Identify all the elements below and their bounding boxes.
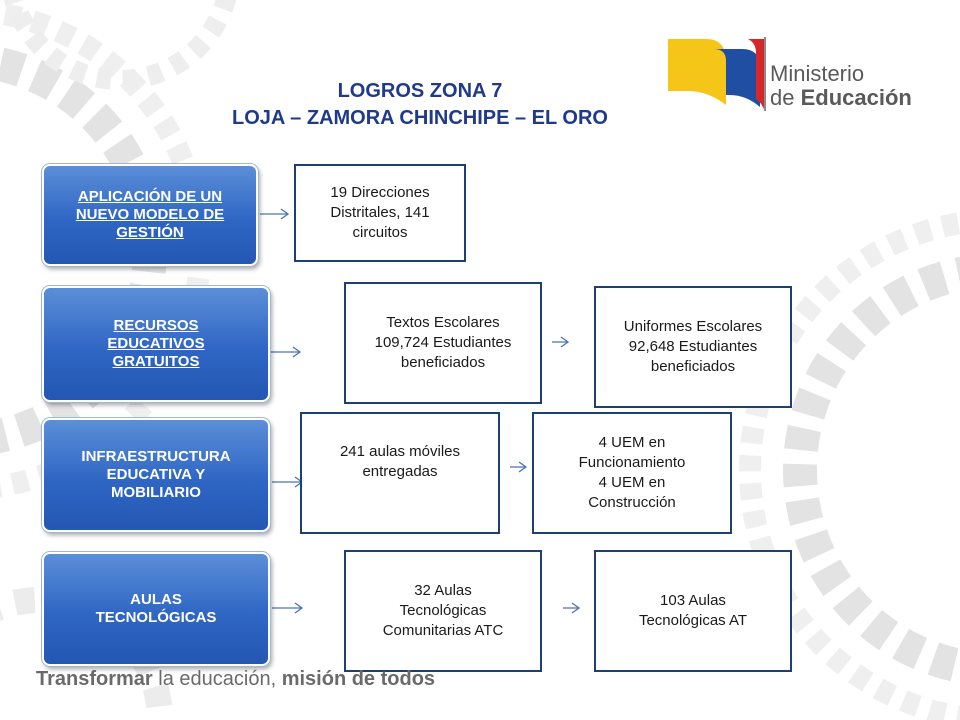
category-aulas-tecnologicas: [42, 552, 270, 666]
title-line-1: LOGROS ZONA 7: [337, 80, 503, 102]
category-line: MOBILIARIO: [110, 484, 201, 501]
category-line: APLICACIÓN DE UN: [77, 188, 223, 205]
slogan-part-1: Transformar: [36, 668, 153, 690]
category-line: GESTIÓN: [116, 224, 184, 241]
logo-line-2-bold: Educación: [800, 85, 912, 110]
ministerio-logo-text: [770, 62, 912, 110]
category-line: GRATUITOS: [112, 353, 200, 370]
footer-slogan: [36, 668, 435, 691]
result-box-uniformes-escolares: Uniformes Escolares 92,648 Estudiantes beneficiados: [594, 286, 792, 408]
page-title: [150, 78, 690, 132]
category-infraestructura-educativa: [42, 418, 270, 532]
category-line: EDUCATIVOS: [107, 335, 205, 352]
category-line: RECURSOS: [113, 317, 199, 334]
title-line-2: LOJA – ZAMORA CHINCHIPE – EL ORO: [232, 107, 608, 129]
result-box-uem: 4 UEM en Funcionamiento 4 UEM en Construcción: [532, 412, 732, 534]
category-line: TECNOLÓGICAS: [95, 609, 217, 626]
slogan-part-3: misión de todos: [281, 668, 436, 690]
result-box-direcciones-distritales: 19 Direcciones Distritales, 141 circuitos: [294, 164, 466, 262]
category-line: NUEVO MODELO DE: [75, 206, 225, 223]
category-line: INFRAESTRUCTURA: [81, 448, 231, 465]
slogan-part-2: la educación,: [152, 668, 282, 690]
result-box-aulas-moviles: 241 aulas móviles entregadas: [300, 412, 500, 534]
result-box-textos-escolares: Textos Escolares 109,724 Estudiantes beneficiados: [344, 282, 542, 404]
result-box-aulas-at: 103 Aulas Tecnológicas AT: [594, 550, 792, 672]
logo-line-2: [770, 86, 912, 110]
category-line: AULAS: [130, 591, 182, 608]
logo-line-1: Ministerio: [770, 61, 865, 86]
result-box-aulas-atc: 32 Aulas Tecnológicas Comunitarias ATC: [344, 550, 542, 672]
category-nuevo-modelo-gestion: [42, 164, 258, 266]
category-line: EDUCATIVA Y: [106, 466, 206, 483]
category-recursos-educativos: [42, 286, 270, 402]
logo-line-2-prefix: de: [770, 85, 801, 110]
